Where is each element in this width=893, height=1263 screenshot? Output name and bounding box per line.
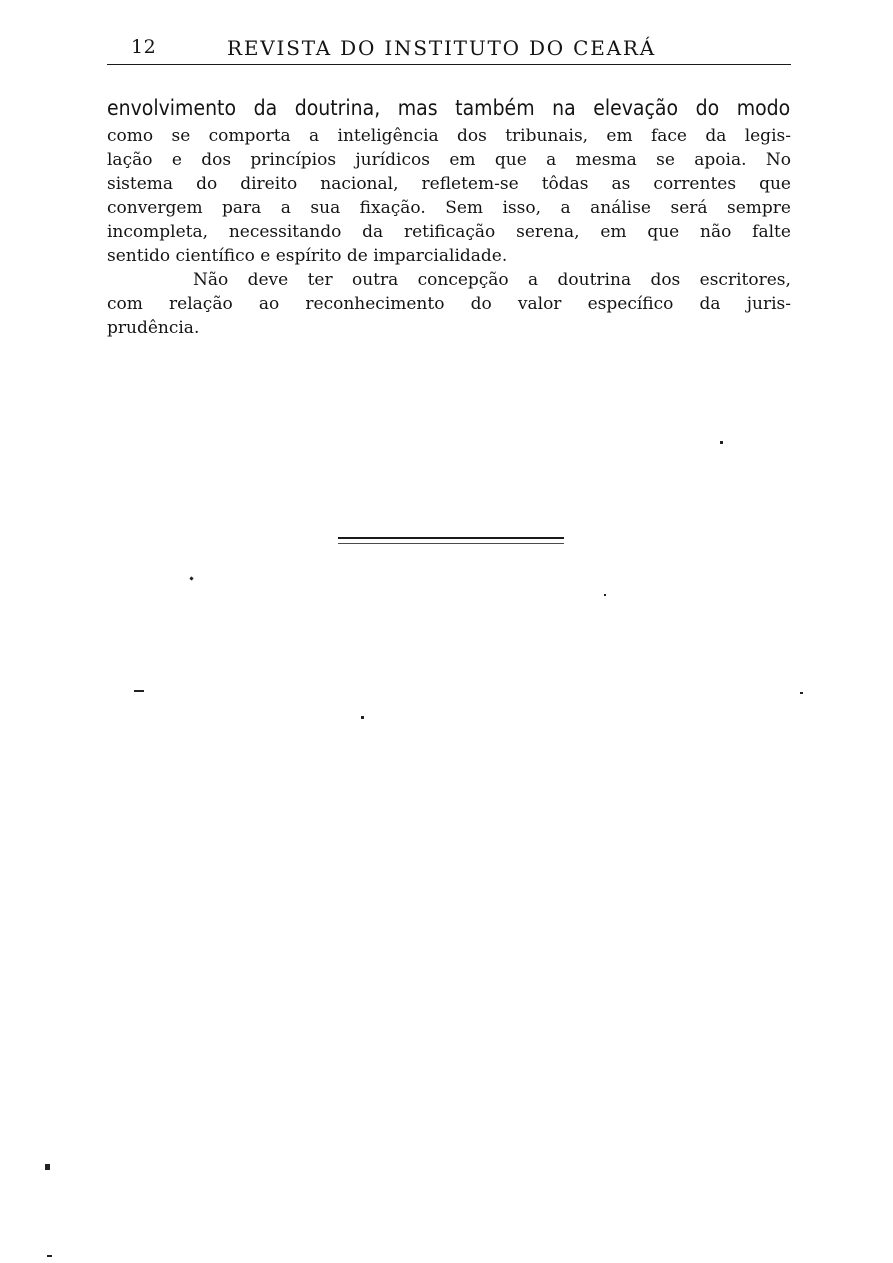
word: sentido científico e espírito de imparcialidade. [107, 246, 508, 266]
word: jurídicos [355, 150, 430, 170]
word: correntes [653, 174, 737, 194]
word: será [670, 198, 708, 218]
text-line [107, 92, 790, 124]
word: se [656, 150, 675, 170]
word: deve [247, 270, 289, 290]
word: tôdas [541, 174, 589, 194]
word: do [470, 294, 492, 314]
scan-speck [800, 692, 803, 694]
word: inteligência [337, 126, 439, 146]
word: Não [193, 270, 229, 290]
separator-rule [338, 537, 564, 539]
text-line [107, 220, 791, 244]
word: não [700, 222, 732, 242]
word: as [611, 174, 631, 194]
word: da [253, 96, 278, 120]
word: da [362, 222, 384, 242]
word: que [494, 150, 527, 170]
word: isso, [502, 198, 542, 218]
word: elevação [593, 96, 679, 120]
scan-speck [604, 594, 606, 596]
word: falte [752, 222, 791, 242]
word: incompleta, [107, 222, 209, 242]
word: prudência. [107, 318, 200, 338]
word: em [449, 150, 476, 170]
word: lação [107, 150, 153, 170]
word: se [171, 126, 191, 146]
word: mas [397, 96, 438, 120]
scan-speck [361, 716, 364, 719]
word: a [280, 198, 291, 218]
word: que [759, 174, 791, 194]
word: do [695, 96, 720, 120]
scan-speck [134, 690, 144, 692]
word: dos [457, 126, 487, 146]
word: específico [587, 294, 674, 314]
word: da [705, 126, 727, 146]
word: ao [258, 294, 280, 314]
word: No [765, 150, 791, 170]
word: a [309, 126, 320, 146]
text-line [107, 292, 791, 316]
word: legis- [744, 126, 791, 146]
word: da [699, 294, 721, 314]
word: sua [310, 198, 341, 218]
section-separator [338, 537, 564, 544]
paragraph-1 [107, 92, 791, 268]
word: que [647, 222, 680, 242]
word: a [546, 150, 557, 170]
word: mesma [575, 150, 637, 170]
word: Sem [445, 198, 484, 218]
word: necessitando [228, 222, 342, 242]
page-number: 12 [131, 36, 157, 58]
paragraph-2 [107, 268, 791, 340]
word: tribunais, [505, 126, 589, 146]
word: para [222, 198, 262, 218]
word: ter [307, 270, 333, 290]
text-line [107, 268, 791, 292]
word: modo [736, 96, 791, 120]
word: concepção [417, 270, 509, 290]
word: envolvimento [107, 96, 237, 120]
text-line [107, 244, 791, 268]
word: serena, [516, 222, 580, 242]
word: na [552, 96, 576, 120]
scan-speck [720, 441, 723, 444]
word: sempre [726, 198, 791, 218]
word: também [455, 96, 535, 120]
scan-speck [47, 1255, 52, 1257]
scan-speck [45, 1164, 50, 1170]
word: como [107, 126, 154, 146]
word: escritores, [699, 270, 791, 290]
word: do [196, 174, 218, 194]
word: princípios [250, 150, 337, 170]
scan-speck [189, 576, 193, 580]
word: refletem-se [421, 174, 519, 194]
word: juris- [746, 294, 791, 314]
separator-rule [338, 543, 564, 544]
word: direito [240, 174, 298, 194]
word: e [171, 150, 182, 170]
word: face [650, 126, 687, 146]
word: em [606, 126, 633, 146]
word: comporta [208, 126, 291, 146]
word: análise [590, 198, 651, 218]
word: relação [169, 294, 233, 314]
running-head [107, 36, 791, 65]
word: nacional, [320, 174, 399, 194]
word: reconhecimento [305, 294, 445, 314]
word: a [560, 198, 571, 218]
text-line [107, 172, 791, 196]
word: convergem [107, 198, 203, 218]
text-line [107, 316, 791, 340]
word: a [528, 270, 539, 290]
word: outra [351, 270, 399, 290]
word: dos [201, 150, 232, 170]
word: apoia. [694, 150, 747, 170]
body-text [107, 92, 791, 340]
journal-title: REVISTA DO INSTITUTO DO CEARÁ [227, 36, 657, 60]
text-line [107, 196, 791, 220]
word: dos [650, 270, 681, 290]
word: doutrina, [294, 96, 381, 120]
word: em [600, 222, 627, 242]
word: sistema [107, 174, 174, 194]
word: retificação [403, 222, 496, 242]
word: doutrina [557, 270, 632, 290]
word: valor [517, 294, 562, 314]
text-line [107, 148, 791, 172]
word: fixação. [359, 198, 426, 218]
text-line [107, 124, 791, 148]
word: com [107, 294, 143, 314]
